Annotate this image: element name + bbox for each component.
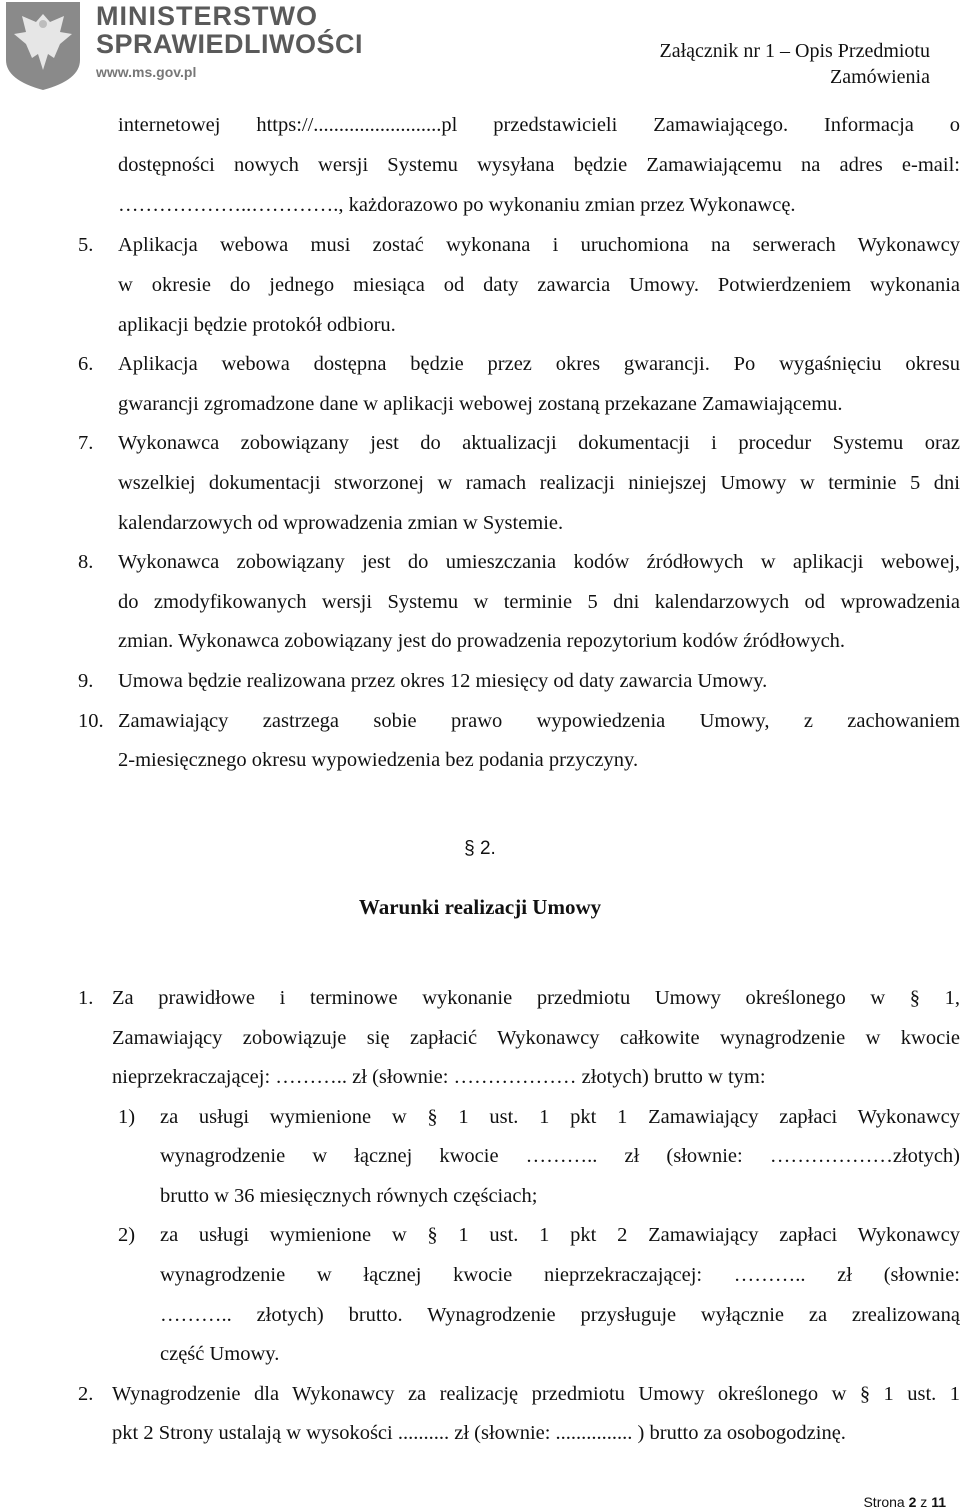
paragraph-line: internetowej https://.........................pl przedstawicieli Zamawiającego. Informacja o (118, 114, 960, 136)
page-header (0, 0, 960, 100)
paragraph-line: Wykonawca zobowiązany jest do umieszczania kodów źródłowych w aplikacji webowej, (118, 551, 960, 573)
page-label: Strona (863, 1494, 905, 1510)
paragraph-line: ……….. złotych) brutto. Wynagrodzenie przysługuje wyłącznie za zrealizowaną (160, 1304, 960, 1326)
attachment-title-line1: Załącznik nr 1 – Opis Przedmiotu (659, 40, 930, 62)
list-number: 6. (78, 353, 94, 375)
ministry-url: www.ms.gov.pl (96, 64, 197, 80)
paragraph-line: nieprzekraczającej: ……….. zł (słownie: ……………… złotych) brutto w tym: (112, 1066, 766, 1088)
sublist-number: 2) (118, 1224, 136, 1246)
list-number: 1. (78, 987, 94, 1009)
eagle-emblem-icon (0, 0, 86, 92)
list-number: 5. (78, 234, 94, 256)
paragraph-line: wszelkiej dokumentacji stworzonej w ramach realizacji niniejszej Umowy w terminie 5 dni (118, 472, 960, 494)
paragraph-line: ………………..…………., każdorazowo po wykonaniu zmian przez Wykonawcę. (118, 194, 796, 216)
list-number: 8. (78, 551, 94, 573)
page-current: 2 (908, 1494, 917, 1510)
paragraph-line: za usługi wymienione w § 1 ust. 1 pkt 1 Zamawiający zapłaci Wykonawcy (160, 1106, 960, 1128)
paragraph-line: Wykonawca zobowiązany jest do aktualizacji dokumentacji i procedur Systemu oraz (118, 432, 960, 454)
section-title: Warunki realizacji Umowy (358, 895, 602, 919)
section-number: § 2. (464, 838, 496, 859)
paragraph-line: aplikacji będzie protokół odbioru. (118, 314, 396, 336)
attachment-title-line2: Zamówienia (830, 66, 930, 88)
paragraph-line: Aplikacja webowa dostępna będzie przez okres gwarancji. Po wygaśnięciu okresu (118, 353, 960, 375)
paragraph-line: Zamawiający zastrzega sobie prawo wypowiedzenia Umowy, z zachowaniem (118, 710, 960, 732)
paragraph-line: brutto w 36 miesięcznych równych częściach; (160, 1185, 538, 1207)
paragraph-line: gwarancji zgromadzone dane w aplikacji webowej zostaną przekazane Zamawiającemu. (118, 393, 843, 415)
paragraph-line: Za prawidłowe i terminowe wykonanie przedmiotu Umowy określonego w § 1, (112, 987, 960, 1009)
paragraph-line: Zamawiający zobowiązuje się zapłacić Wykonawcy całkowite wynagrodzenie w kwocie (112, 1027, 960, 1049)
paragraph-line: Umowa będzie realizowana przez okres 12 miesięcy od daty zawarcia Umowy. (118, 670, 768, 692)
ministry-name-line1: MINISTERSTWO (96, 1, 318, 31)
paragraph-line: w okresie do jednego miesiąca od daty zawarcia Umowy. Potwierdzeniem wykonania (118, 274, 960, 296)
paragraph-line: wynagrodzenie w łącznej kwocie nieprzekraczającej: ……….. zł (słownie: (160, 1264, 960, 1286)
paragraph-line: Aplikacja webowa musi zostać wykonana i uruchomiona na serwerach Wykonawcy (118, 234, 960, 256)
paragraph-line: wynagrodzenie w łącznej kwocie ……….. zł (słownie: ………………złotych) (160, 1145, 960, 1167)
ministry-name-line2: SPRAWIEDLIWOŚCI (96, 29, 364, 59)
list-number: 10. (78, 710, 104, 732)
paragraph-line: 2-miesięcznego okresu wypowiedzenia bez podania przyczyny. (118, 749, 639, 771)
paragraph-line: Wynagrodzenie dla Wykonawcy za realizację przedmiotu Umowy określonego w § 1 ust. 1 (112, 1383, 960, 1405)
list-number: 7. (78, 432, 94, 454)
page-separator: z (920, 1494, 928, 1510)
paragraph-line: dostępności nowych wersji Systemu wysyłana będzie Zamawiającemu na adres e-mail: (118, 154, 960, 176)
ministry-logo-text (96, 2, 363, 82)
paragraph-line: część Umowy. (160, 1343, 280, 1365)
page-total: 11 (931, 1494, 946, 1510)
paragraph-line: do zmodyfikowanych wersji Systemu w terminie 5 dni kalendarzowych od wprowadzenia (118, 591, 960, 613)
paragraph-line: pkt 2 Strony ustalają w wysokości .......... zł (słownie: ............... ) brutto za osobogodzinę. (112, 1422, 846, 1444)
list-number: 2. (78, 1383, 94, 1405)
list-number: 9. (78, 670, 94, 692)
paragraph-line: za usługi wymienione w § 1 ust. 1 pkt 2 Zamawiający zapłaci Wykonawcy (160, 1224, 960, 1246)
sublist-number: 1) (118, 1106, 136, 1128)
paragraph-line: zmian. Wykonawca zobowiązany jest do prowadzenia repozytorium kodów źródłowych. (118, 630, 846, 652)
page-footer (863, 1494, 946, 1510)
paragraph-line: kalendarzowych od wprowadzenia zmian w Systemie. (118, 512, 564, 534)
attachment-title (660, 38, 931, 90)
